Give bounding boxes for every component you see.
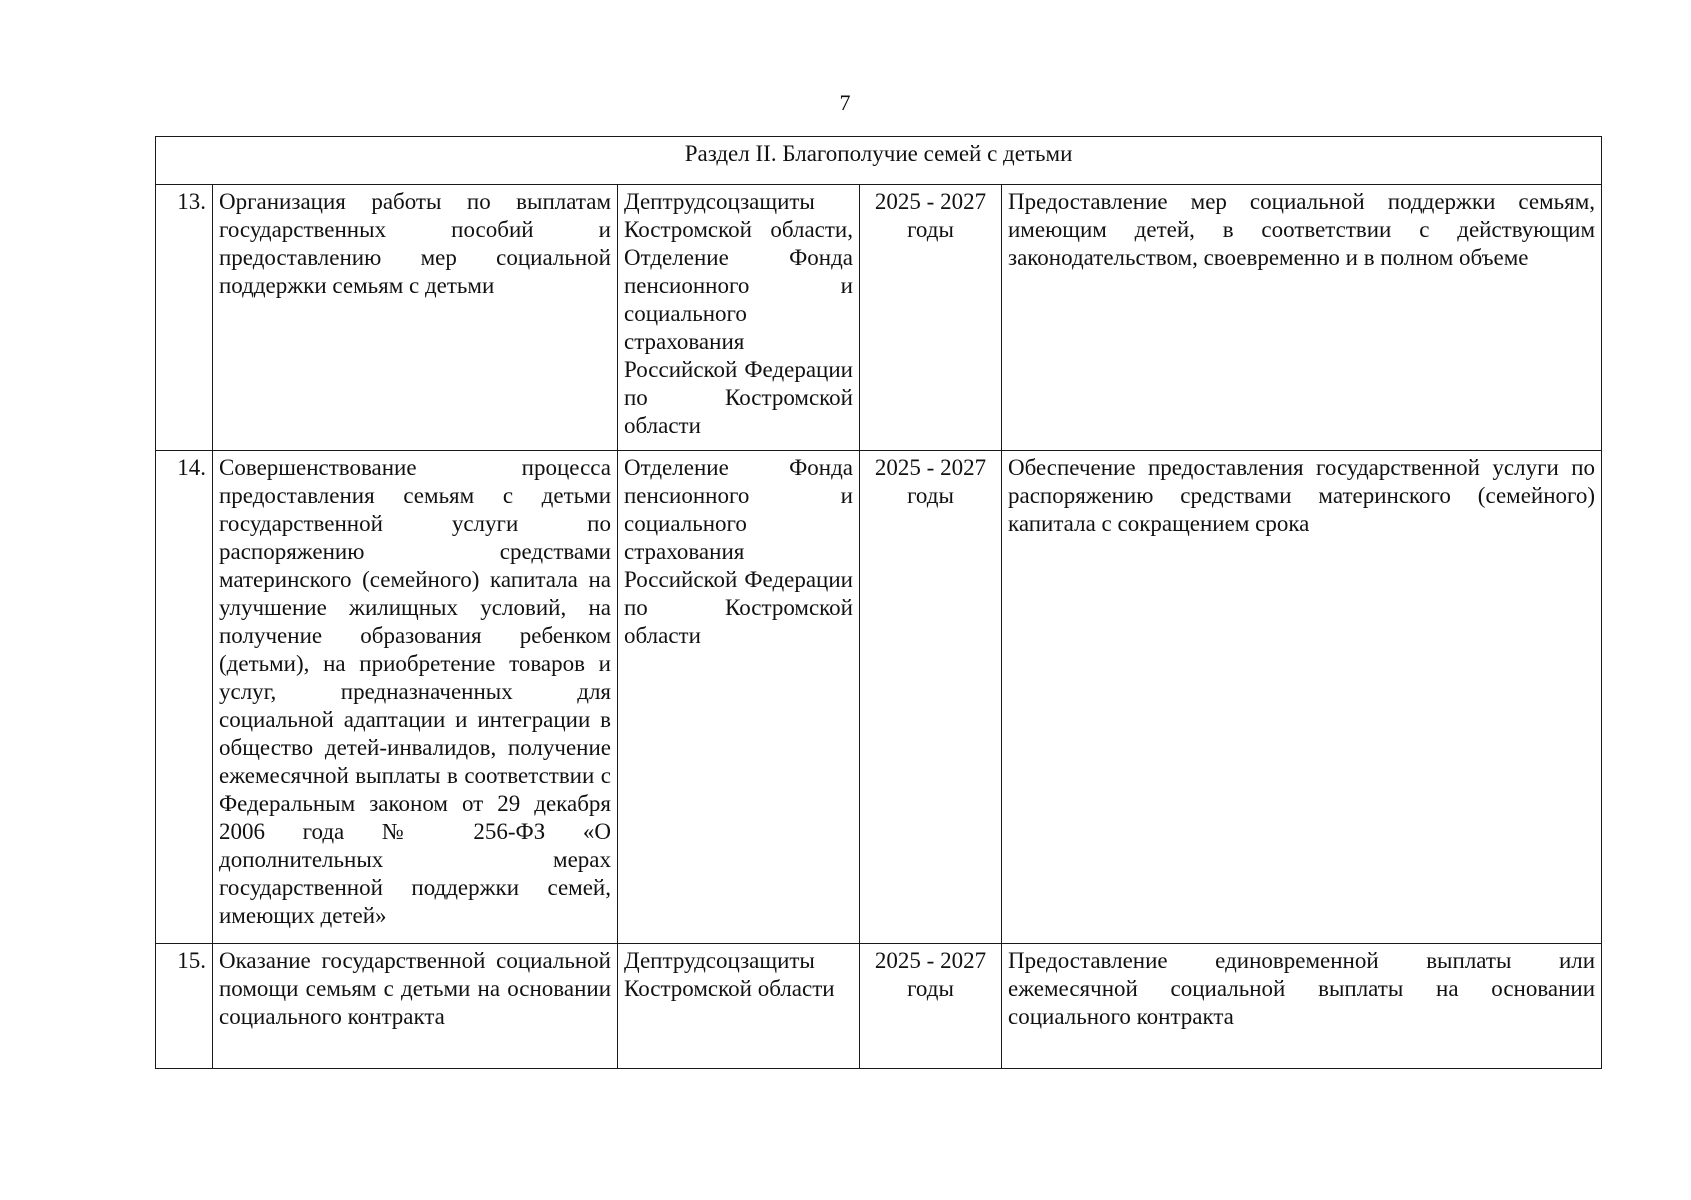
row-number: 13. [156, 185, 213, 451]
period-cell: 2025 - 2027 годы [860, 944, 1002, 1069]
result-cell: Предоставление мер социальной поддержки семьям, имеющим детей, в соответствии с действующим законодательством, своевременно и в полном объеме [1002, 185, 1602, 451]
page-number: 7 [839, 90, 851, 115]
executor-cell: Дептрудсоцзащиты Костромской области [618, 944, 860, 1069]
row-number: 15. [156, 944, 213, 1069]
period-cell: 2025 - 2027 годы [860, 451, 1002, 944]
row-number: 14. [156, 451, 213, 944]
section-title: Раздел II. Благополучие семей с детьми [156, 137, 1602, 185]
activity-cell: Организация работы по выплатам государственных пособий и предоставлению мер социальной поддержки семьям с детьми [213, 185, 618, 451]
activity-cell: Оказание государственной социальной помощи семьям с детьми на основании социального контракта [213, 944, 618, 1069]
executor-cell: Отделение Фонда пенсионного и социального страхования Российской Федерации по Костромской области [618, 451, 860, 944]
period-cell: 2025 - 2027 годы [860, 185, 1002, 451]
table-row [156, 451, 1602, 944]
table-row [156, 944, 1602, 1069]
result-cell: Обеспечение предоставления государственной услуги по распоряжению средствами материнского (семейного) капитала с сокращением срока [1002, 451, 1602, 944]
section-header-row [156, 137, 1602, 185]
measures-table [155, 136, 1602, 1069]
result-cell: Предоставление единовременной выплаты или ежемесячной социальной выплаты на основании социального контракта [1002, 944, 1602, 1069]
table-row [156, 185, 1602, 451]
executor-cell: Дептрудсоцзащиты Костромской области, Отделение Фонда пенсионного и социального страхования Российской Федерации по Костромской области [618, 185, 860, 451]
activity-cell: Совершенствование процесса предоставления семьям с детьми государственной услуги по распоряжению средствами материнского (семейного) капитала на улучшение жилищных условий, на получение образования ребенком (детьми), на приобретение товаров и услуг, предназначенных для социальной адаптации и интеграции в общество детей-инвалидов, получение ежемесячной выплаты в соответствии с Федеральным законом от 29 декабря 2006 года № 256-ФЗ «О дополнительных мерах государственной поддержки семей, имеющих детей» [213, 451, 618, 944]
